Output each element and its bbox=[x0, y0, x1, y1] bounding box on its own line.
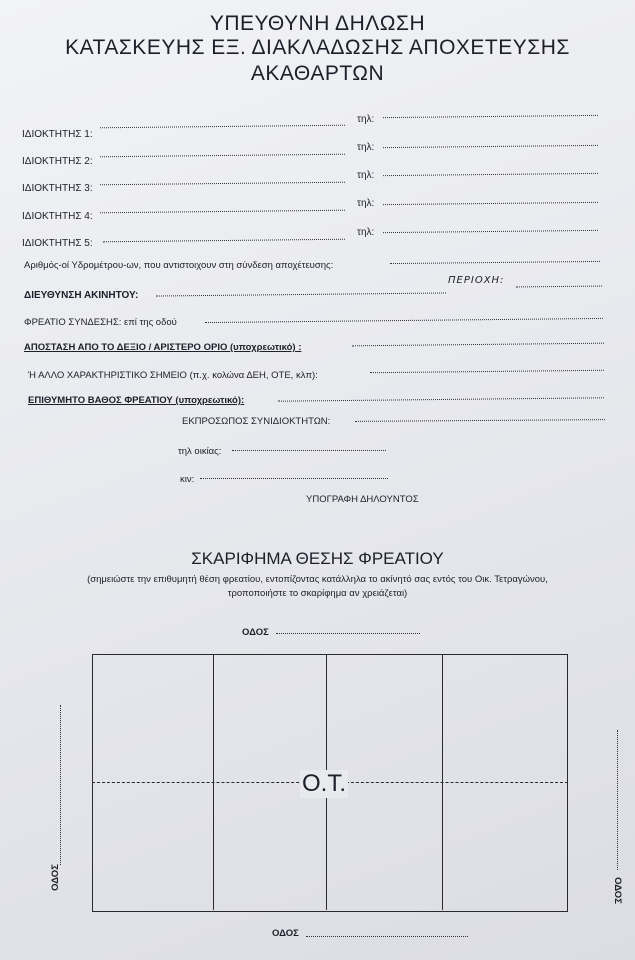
representative-field[interactable] bbox=[355, 419, 605, 422]
street-left-field[interactable] bbox=[60, 705, 61, 865]
street-top-label: ΟΔΟΣ bbox=[242, 627, 269, 638]
home-phone-field[interactable] bbox=[232, 450, 386, 451]
area-handwritten: ΠΕΡΙΟΧΗ: bbox=[448, 275, 505, 286]
title-line-3: ΑΚΑΘΑΡΤΩΝ bbox=[250, 62, 385, 85]
owner-1-label: ΙΔΙΟΚΤΗΤΗΣ 1: bbox=[22, 129, 93, 140]
owner-1-field[interactable] bbox=[100, 125, 345, 129]
owner-3-phone-field[interactable] bbox=[383, 173, 598, 176]
block-label: Ο.Τ. bbox=[302, 770, 347, 797]
title-line-1: ΥΠΕΥΘΥΝΗ ΔΗΛΩΣΗ bbox=[209, 12, 426, 35]
home-phone-label: τηλ οικίας: bbox=[178, 446, 222, 457]
owner-2-phone-label: τηλ: bbox=[357, 142, 375, 153]
sketch-title: ΣΚΑΡΙΦΗΜΑ ΘΕΣΗΣ ΦΡΕΑΤΙΟΥ bbox=[191, 549, 444, 568]
representative-label: ΕΚΠΡΟΣΩΠΟΣ ΣΥΝΙΔΙΟΚΤΗΤΩΝ: bbox=[182, 416, 331, 427]
street-right-label: ΟΔΟΣ bbox=[611, 877, 623, 904]
owner-2-field[interactable] bbox=[100, 154, 345, 158]
landmark-label: Ή ΑΛΛΟ ΧΑΡΑΚΤΗΡΙΣΤΙΚΟ ΣΗΜΕΙΟ (π.χ. κολώνα ΔΕΗ, ΟΤΕ, κλπ): bbox=[28, 370, 318, 381]
owner-3-phone-label: τηλ: bbox=[357, 170, 375, 181]
owner-1-phone-label: τηλ: bbox=[357, 114, 375, 125]
owner-5-phone-label: τηλ: bbox=[357, 227, 375, 238]
owner-3-field[interactable] bbox=[100, 182, 345, 186]
address-field[interactable] bbox=[156, 292, 446, 296]
street-bottom-field[interactable] bbox=[306, 936, 468, 937]
owner-3-label: ΙΔΙΟΚΤΗΤΗΣ 3: bbox=[22, 183, 93, 194]
owner-2-phone-field[interactable] bbox=[383, 145, 598, 148]
landmark-field[interactable] bbox=[370, 370, 604, 373]
mobile-label: κιν: bbox=[180, 474, 195, 485]
depth-label: ΕΠΙΘΥΜΗΤΟ ΒΑΘΟΣ ΦΡΕΑΤΙΟΥ (υποχρεωτικό): bbox=[28, 395, 245, 406]
owner-4-field[interactable] bbox=[100, 210, 345, 214]
owner-4-phone-field[interactable] bbox=[383, 202, 598, 205]
sketch-note-line-2: τροποποιήστε το σκαρίφημα αν χρειάζεται) bbox=[227, 588, 408, 599]
street-top-field[interactable] bbox=[276, 633, 420, 634]
street-bottom-label: ΟΔΟΣ bbox=[272, 928, 299, 939]
signature-label: ΥΠΟΓΡΑΦΗ ΔΗΛΟΥΝΤΟΣ bbox=[306, 494, 419, 505]
owner-4-label: ΙΔΙΟΚΤΗΤΗΣ 4: bbox=[22, 211, 93, 222]
meters-field[interactable] bbox=[390, 261, 600, 264]
owner-4-phone-label: τηλ: bbox=[357, 198, 375, 209]
distance-label: ΑΠΟΣΤΑΣΗ ΑΠΟ ΤΟ ΔΕΞΙΟ / ΑΡΙΣΤΕΡΟ ΟΡΙΟ (υποχρεωτικό) : bbox=[24, 342, 302, 353]
manhole-label: ΦΡΕΑΤΙΟ ΣΥΝΔΕΣΗΣ: επί της οδού bbox=[24, 317, 177, 328]
owner-5-label: ΙΔΙΟΚΤΗΤΗΣ 5: bbox=[22, 238, 93, 249]
depth-field[interactable] bbox=[278, 397, 604, 401]
owner-2-label: ΙΔΙΟΚΤΗΤΗΣ 2: bbox=[22, 156, 93, 167]
area-field[interactable] bbox=[516, 286, 602, 288]
street-left-label: ΟΔΟΣ bbox=[49, 864, 61, 891]
mobile-field[interactable] bbox=[200, 478, 388, 479]
manhole-field[interactable] bbox=[205, 318, 603, 323]
distance-field[interactable] bbox=[352, 343, 604, 347]
street-right-field[interactable] bbox=[617, 730, 618, 870]
owner-5-phone-field[interactable] bbox=[383, 230, 598, 233]
owner-1-phone-field[interactable] bbox=[383, 115, 598, 118]
meters-label: Αριθμός-οί Υδρομέτρου-ων, που αντιστοιχουν στη σύνδεση αποχέτευσης: bbox=[24, 260, 334, 271]
title-line-2: ΚΑΤΑΣΚΕΥΗΣ ΕΞ. ΔΙΑΚΛΑΔΩΣΗΣ ΑΠΟΧΕΤΕΥΣΗΣ bbox=[65, 36, 570, 59]
address-label: ΔΙΕΥΘΥΝΣΗ ΑΚΙΝΗΤΟΥ: bbox=[24, 290, 139, 301]
sketch-note-line-1: (σημειώστε την επιθυμητή θέση φρεατίου, εντοπίζοντας κατάλληλα το ακίνητό σας εντός του Οικ. Τετραγώνου, bbox=[87, 574, 548, 585]
owner-5-field[interactable] bbox=[103, 239, 345, 243]
